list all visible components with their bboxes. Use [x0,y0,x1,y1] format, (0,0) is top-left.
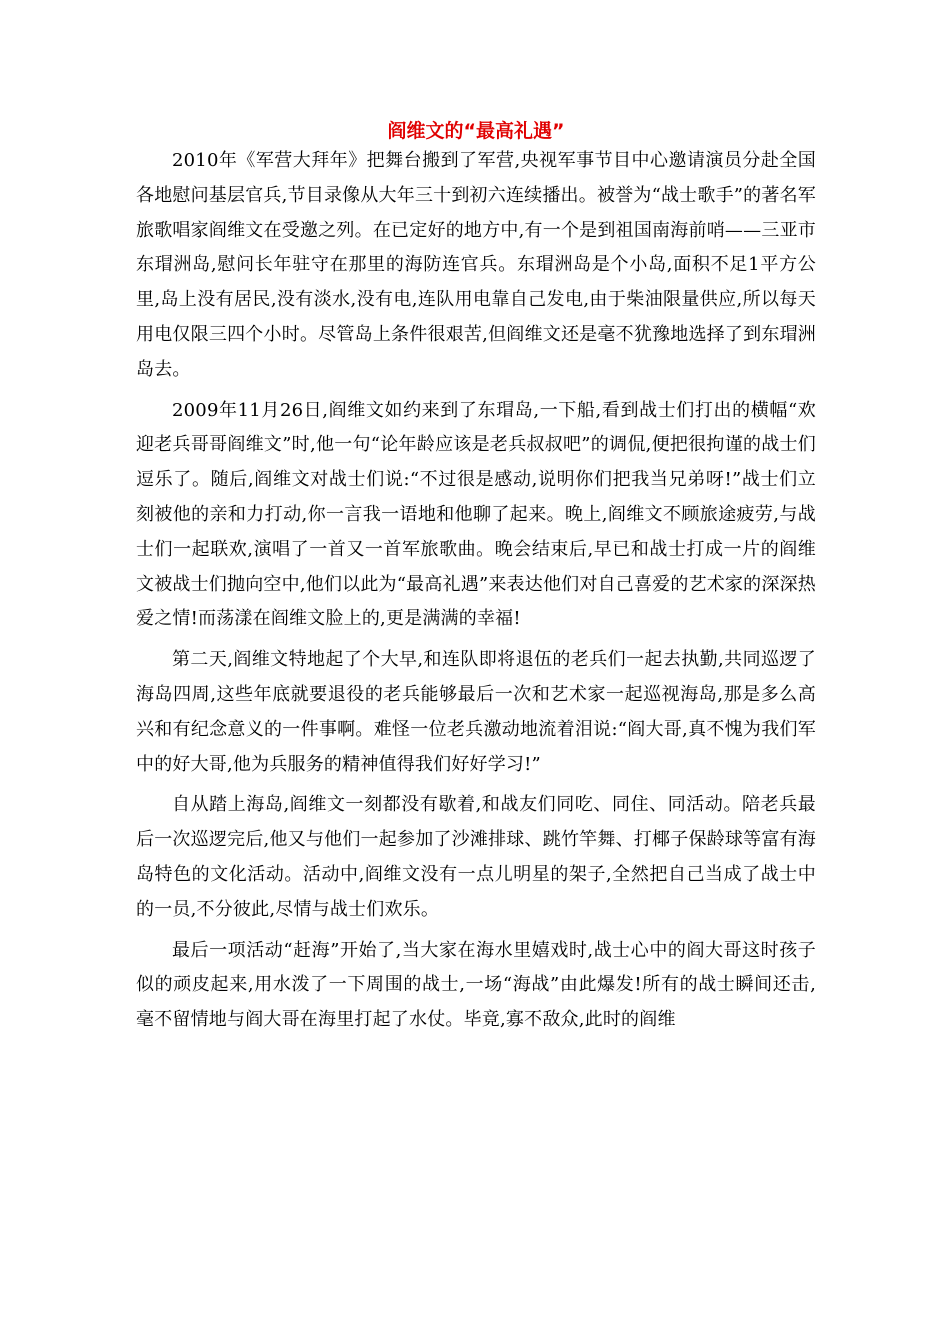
paragraph-5: 最后一项活动“赶海”开始了,当大家在海水里嬉戏时,战士心中的阎大哥这时孩子似的顽皮起来,用水泼了一下周围的战士,一场“海战”由此爆发!所有的战士瞬间还击,毫不留情地与阎大哥在海里打起了水仗。毕竟,寡不敌众,此时的阎维 [136,939,816,1031]
paragraph-3: 第二天,阎维文特地起了个大早,和连队即将退伍的老兵们一起去执勤,共同巡逻了海岛四周,这些年底就要退役的老兵能够最后一次和艺术家一起巡视海岛,那是多么高兴和有纪念意义的一件事啊。难怪一位老兵激动地流着泪说:“阎大哥,真不愧为我们军中的好大哥,他为兵服务的精神值得我们好好学习!” [136,649,816,775]
paragraph-2: 2009年11月26日,阎维文如约来到了东瑁岛,一下船,看到战士们打出的横幅“欢迎老兵哥哥阎维文”时,他一句“论年龄应该是老兵叔叔吧”的调侃,便把很拘谨的战士们逗乐了。随后,阎维文对战士们说:“不过很是感动,说明你们把我当兄弟呀!”战士们立刻被他的亲和力打动,你一言我一语地和他聊了起来。晚上,阎维文不顾旅途疲劳,与战士们一起联欢,演唱了一首又一首军旅歌曲。晚会结束后,早已和战士打成一片的阎维文被战士们抛向空中,他们以此为“最高礼遇”来表达他们对自己喜爱的艺术家的深深热爱之情!而荡漾在阎维文脸上的,更是满满的幸福! [136,399,816,630]
document-page [136,118,816,1038]
document-title: 阎维文的“最高礼遇” [387,120,565,142]
paragraph-1: 2010年《军营大拜年》把舞台搬到了军营,央视军事节目中心邀请演员分赴全国各地慰问基层官兵,节目录像从大年三十到初六连续播出。被誉为“战士歌手”的著名军旅歌唱家阎维文在受邀之列。在已定好的地方中,有一个是到祖国南海前哨——三亚市东瑁洲岛,慰问长年驻守在那里的海防连官兵。东瑁洲岛是个小岛,面积不足1平方公里,岛上没有居民,没有淡水,没有电,连队用电靠自己发电,由于柴油限量供应,所以每天用电仅限三四个小时。尽管岛上条件很艰苦,但阎维文还是毫不犹豫地选择了到东瑁洲岛去。 [136,150,816,380]
paragraph-4: 自从踏上海岛,阎维文一刻都没有歇着,和战友们同吃、同住、同活动。陪老兵最后一次巡逻完后,他又与他们一起参加了沙滩排球、跳竹竿舞、打椰子保龄球等富有海岛特色的文化活动。活动中,阎维文没有一点儿明星的架子,全然把自己当成了战士中的一员,不分彼此,尽情与战士们欢乐。 [136,794,816,920]
